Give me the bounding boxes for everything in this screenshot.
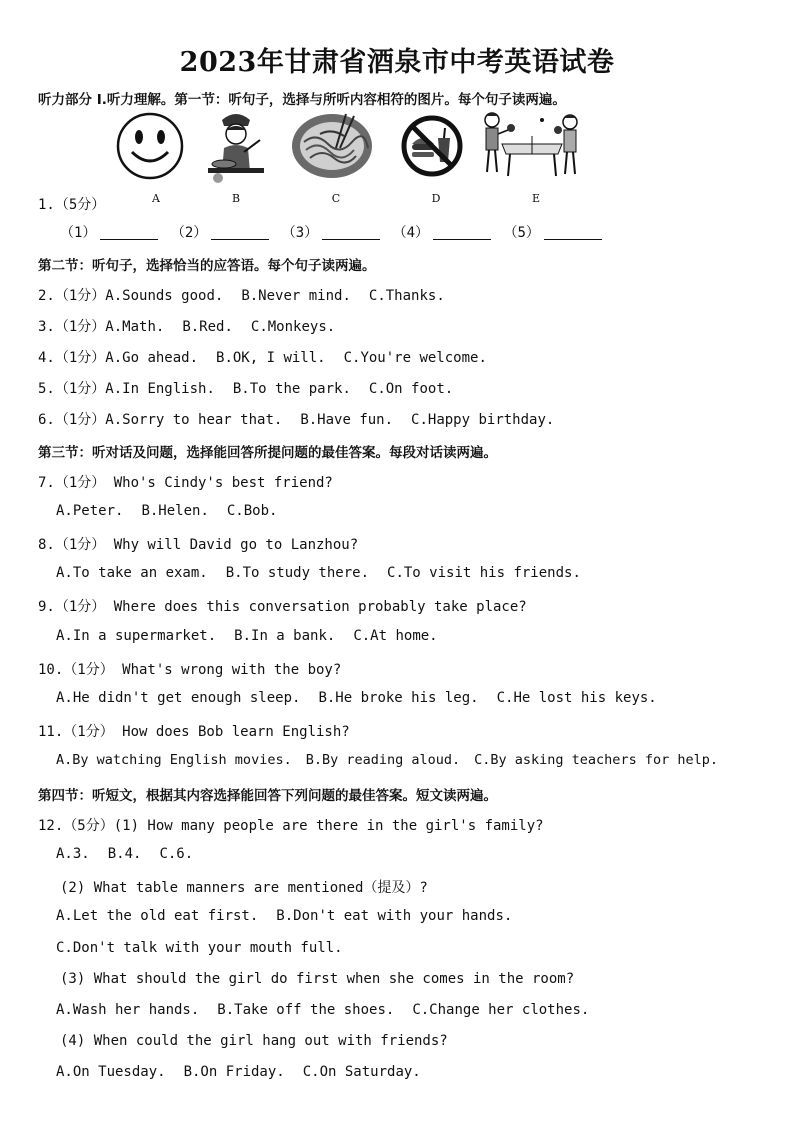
option-c[interactable]: C.At home. bbox=[353, 628, 438, 644]
option-a[interactable]: A.Sounds good. bbox=[105, 288, 224, 304]
question-1-number: 1.（5分） bbox=[38, 197, 106, 213]
question-10-options bbox=[56, 690, 675, 706]
picture-label-a: A bbox=[152, 192, 160, 205]
part1-heading: 听力部分 I.听力理解。第一节：听句子，选择与所听内容相符的图片。每个句子读两遍。 bbox=[38, 92, 566, 108]
option-b[interactable]: B.Have fun. bbox=[300, 412, 394, 428]
question-12-4-options bbox=[56, 1064, 439, 1080]
question-6 bbox=[38, 409, 572, 429]
option-c[interactable]: C.He lost his keys. bbox=[496, 690, 657, 706]
option-b[interactable]: B.To study there. bbox=[225, 565, 370, 581]
option-a[interactable]: A.To take an exam. bbox=[56, 565, 208, 581]
option-b[interactable]: B.By reading aloud. bbox=[305, 752, 461, 768]
picture-label-d: D bbox=[431, 192, 441, 205]
option-b[interactable]: B.Red. bbox=[182, 319, 233, 335]
option-b[interactable]: B.Don't eat with your hands. bbox=[276, 908, 513, 924]
answer-blank-5[interactable] bbox=[544, 225, 602, 240]
option-a[interactable]: A.Go ahead. bbox=[105, 350, 199, 366]
question-11-stem: 11.（1分） How does Bob learn English? bbox=[38, 724, 350, 740]
question-8-options bbox=[56, 565, 599, 581]
question-number: 5.（1分） bbox=[38, 381, 106, 397]
question-9-stem: 9.（1分） Where does this conversation probably take place? bbox=[38, 599, 527, 615]
option-b[interactable]: B.In a bank. bbox=[234, 628, 336, 644]
question-number: 4.（1分） bbox=[38, 350, 106, 366]
question-1-blanks bbox=[60, 222, 606, 242]
option-c[interactable]: C.Don't talk with your mouth full. bbox=[56, 940, 343, 956]
blank-label-3: （3） bbox=[281, 225, 319, 241]
section-3-heading: 第三节：听对话及问题，选择能回答所提问题的最佳答案。每段对话读两遍。 bbox=[38, 445, 497, 461]
question-11-options bbox=[56, 752, 718, 768]
question-number: 3.（1分） bbox=[38, 319, 106, 335]
option-a[interactable]: A.In English. bbox=[105, 381, 215, 397]
question-number: 2.（1分） bbox=[38, 288, 106, 304]
blank-label-5: （5） bbox=[503, 225, 540, 241]
option-c[interactable]: C.On Saturday. bbox=[302, 1064, 421, 1080]
option-a[interactable]: A.On Tuesday. bbox=[56, 1064, 166, 1080]
option-a[interactable]: A.By watching English movies. bbox=[56, 752, 292, 768]
question-9-options bbox=[56, 628, 456, 644]
question-5 bbox=[38, 378, 471, 398]
option-b[interactable]: B.On Friday. bbox=[183, 1064, 285, 1080]
picture-label-c: C bbox=[331, 192, 341, 205]
option-a[interactable]: A.Peter. bbox=[56, 503, 124, 519]
question-7-stem: 7.（1分） Who's Cindy's best friend? bbox=[38, 475, 333, 491]
option-c[interactable]: C.Monkeys. bbox=[250, 319, 336, 335]
girl-cooking-icon bbox=[204, 108, 268, 186]
question-12-1-options bbox=[56, 846, 211, 862]
no-fast-food-icon bbox=[400, 108, 464, 180]
picture-label-b: B bbox=[231, 192, 241, 205]
answer-blank-2[interactable] bbox=[211, 225, 269, 240]
option-c[interactable]: C.Happy birthday. bbox=[411, 412, 555, 428]
question-12-3-options bbox=[56, 1002, 607, 1018]
option-b[interactable]: B.4. bbox=[107, 846, 142, 862]
blank-label-1: （1） bbox=[60, 225, 97, 241]
option-c[interactable]: C.On foot. bbox=[368, 381, 454, 397]
ping-pong-icon bbox=[478, 108, 588, 182]
question-2 bbox=[38, 285, 463, 305]
question-12-2-options bbox=[56, 908, 530, 924]
option-b[interactable]: B.Never mind. bbox=[241, 288, 351, 304]
option-c[interactable]: C.By asking teachers for help. bbox=[474, 752, 718, 768]
option-c[interactable]: C.To visit his friends. bbox=[387, 565, 581, 581]
option-c[interactable]: C.Bob. bbox=[226, 503, 278, 519]
question-10-stem: 10.（1分） What's wrong with the boy? bbox=[38, 662, 342, 678]
picture-options bbox=[108, 108, 598, 208]
option-a[interactable]: A.Let the old eat first. bbox=[56, 908, 259, 924]
section-2-heading: 第二节：听句子，选择恰当的应答语。每个句子读两遍。 bbox=[38, 258, 376, 274]
question-7-options bbox=[56, 503, 295, 519]
option-a[interactable]: A.Wash her hands. bbox=[56, 1002, 200, 1018]
question-12-2-options-c bbox=[56, 940, 343, 956]
option-c[interactable]: C.Change her clothes. bbox=[412, 1002, 590, 1018]
page-title: 2023年甘肃省酒泉市中考英语试卷 bbox=[179, 47, 615, 78]
blank-label-2: （2） bbox=[170, 225, 208, 241]
option-a[interactable]: A.Math. bbox=[105, 319, 165, 335]
question-12-4-stem: (4) When could the girl hang out with friends? bbox=[60, 1033, 448, 1049]
option-a[interactable]: A.In a supermarket. bbox=[56, 628, 217, 644]
option-a[interactable]: A.He didn't get enough sleep. bbox=[56, 690, 301, 706]
question-4 bbox=[38, 347, 505, 367]
option-b[interactable]: B.OK, I will. bbox=[216, 350, 326, 366]
option-b[interactable]: B.To the park. bbox=[232, 381, 351, 397]
question-12-3-stem: (3) What should the girl do first when she comes in the room? bbox=[60, 971, 575, 987]
option-b[interactable]: B.Helen. bbox=[141, 503, 209, 519]
option-b[interactable]: B.Take off the shoes. bbox=[217, 1002, 395, 1018]
question-12-2-stem: (2) What table manners are mentioned（提及）? bbox=[60, 880, 428, 896]
answer-blank-1[interactable] bbox=[100, 225, 158, 240]
section-4-heading: 第四节：听短文，根据其内容选择能回答下列问题的最佳答案。短文读两遍。 bbox=[38, 788, 497, 804]
smiley-face-icon bbox=[114, 108, 186, 180]
question-3 bbox=[38, 316, 353, 336]
picture-label-e: E bbox=[531, 192, 541, 205]
answer-blank-4[interactable] bbox=[433, 225, 491, 240]
blank-label-4: （4） bbox=[392, 225, 430, 241]
option-a[interactable]: A.Sorry to hear that. bbox=[105, 412, 283, 428]
option-c[interactable]: C.You're welcome. bbox=[343, 350, 487, 366]
question-8-stem: 8.（1分） Why will David go to Lanzhou? bbox=[38, 537, 359, 553]
option-c[interactable]: C.Thanks. bbox=[368, 288, 445, 304]
question-number: 6.（1分） bbox=[38, 412, 106, 428]
option-b[interactable]: B.He broke his leg. bbox=[318, 690, 479, 706]
option-a[interactable]: A.3. bbox=[56, 846, 90, 862]
answer-blank-3[interactable] bbox=[322, 225, 380, 240]
option-c[interactable]: C.6. bbox=[159, 846, 194, 862]
question-12-stem: 12.（5分）(1) How many people are there in the girl's family? bbox=[38, 818, 544, 834]
noodles-bowl-icon bbox=[290, 108, 374, 182]
